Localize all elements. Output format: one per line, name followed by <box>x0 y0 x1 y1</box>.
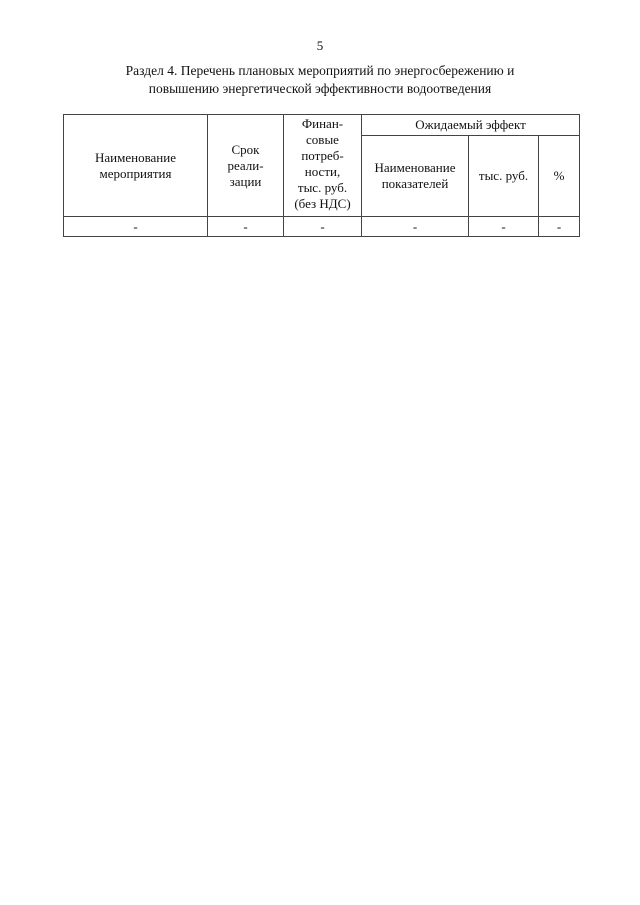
table-row <box>64 217 580 237</box>
header-thousand-rub: тыс. руб. <box>469 136 539 217</box>
page-number: 5 <box>316 38 324 53</box>
section-title-line-1: Раздел 4. Перечень плановых мероприятий по энергосбережению и <box>125 63 515 78</box>
energy-saving-plan-table <box>63 114 580 237</box>
cell-thousand-rub: - <box>469 217 539 237</box>
cell-percent: - <box>539 217 580 237</box>
cell-indicator-name: - <box>362 217 469 237</box>
section-title-line-2: повышению энергетической эффективности водоотведения <box>148 81 492 96</box>
section-title <box>60 62 580 98</box>
header-event-name: Наименование мероприятия <box>64 115 208 217</box>
cell-financial: - <box>284 217 362 237</box>
header-indicator-name: Наименование показателей <box>362 136 469 217</box>
header-term: Срок реали- зации <box>208 115 284 217</box>
header-financial-needs: Финан- совые потреб- ности, тыс. руб. (без НДС) <box>284 115 362 217</box>
cell-term: - <box>208 217 284 237</box>
cell-event-name: - <box>64 217 208 237</box>
header-expected-effect: Ожидаемый эффект <box>362 115 580 136</box>
header-percent: % <box>539 136 580 217</box>
table-header-row-1 <box>64 115 580 136</box>
